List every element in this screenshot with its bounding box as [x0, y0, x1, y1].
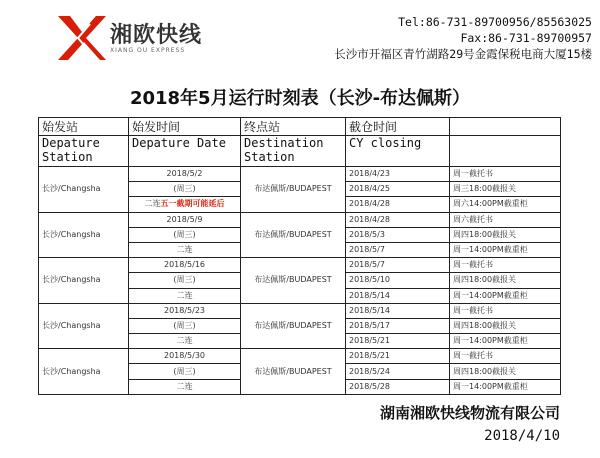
closing-note-cell: 周四18:00截报关 — [450, 227, 561, 242]
header-cy-closing-en: CY closing — [346, 136, 450, 167]
closing-note-cell: 周一截托书 — [450, 303, 561, 318]
header-blank-en — [450, 136, 561, 167]
closing-date-cell: 2018/5/10 — [346, 273, 450, 288]
closing-note-cell: 周一14:00PM截重柜 — [450, 242, 561, 257]
logo-subtitle: XIANG OU EXPRESS — [110, 47, 186, 54]
departure-text: (周三) — [173, 320, 196, 330]
departure-cell — [129, 227, 241, 242]
closing-date-cell: 2018/5/14 — [346, 288, 450, 303]
header-blank — [450, 118, 561, 136]
departure-text: (周三) — [173, 229, 196, 239]
departure-text: 2018/5/23 — [163, 305, 206, 315]
departure-text: 2018/5/9 — [166, 214, 203, 224]
closing-note-cell: 周一截托书 — [450, 349, 561, 364]
logo-mark-icon — [56, 10, 108, 66]
header-station-en: Depature Station — [39, 136, 129, 167]
closing-note-cell: 周六截托书 — [450, 212, 561, 227]
departure-text: (周三) — [173, 275, 196, 285]
closing-date-cell: 2018/4/28 — [346, 212, 450, 227]
departure-text: 2018/5/2 — [166, 169, 203, 179]
header-station: 始发站 — [39, 118, 129, 136]
table-row — [39, 349, 561, 364]
departure-cell — [129, 258, 241, 273]
table-row — [39, 303, 561, 318]
closing-note-cell: 周一14:00PM截重柜 — [450, 334, 561, 349]
header-dep-date-en: Depature Date — [129, 136, 241, 167]
schedule-table — [38, 117, 561, 395]
departure-cell — [129, 303, 241, 318]
closing-date-cell: 2018/5/7 — [346, 258, 450, 273]
closing-date-cell: 2018/5/28 — [346, 379, 450, 394]
departure-cell — [129, 318, 241, 333]
departure-cell — [129, 242, 241, 257]
departure-cell — [129, 197, 241, 212]
departure-text: 二连 — [176, 290, 193, 300]
departure-text: (周三) — [173, 184, 196, 194]
destination-cell: 布达佩斯/BUDAPEST — [241, 349, 346, 395]
logo-text: 湘欧快线 — [110, 23, 203, 48]
departure-text: (周三) — [173, 366, 196, 376]
table-row — [39, 167, 561, 182]
departure-text: 2018/5/16 — [163, 260, 206, 270]
header-row-en — [39, 136, 561, 167]
header-row-cn — [39, 118, 561, 136]
departure-cell — [129, 212, 241, 227]
closing-date-cell: 2018/5/7 — [346, 242, 450, 257]
contact-info — [334, 14, 592, 62]
departure-text: 2018/5/30 — [163, 351, 206, 361]
departure-warning: 五一截期可能延后 — [160, 199, 225, 209]
closing-date-cell: 2018/5/14 — [346, 303, 450, 318]
page-title: 2018年5月运行时刻表（长沙-布达佩斯） — [129, 88, 471, 109]
closing-note-cell: 周四18:00截报关 — [450, 273, 561, 288]
departure-cell — [129, 379, 241, 394]
destination-cell: 布达佩斯/BUDAPEST — [241, 303, 346, 349]
closing-date-cell: 2018/5/21 — [346, 349, 450, 364]
table-row — [39, 258, 561, 273]
departure-cell — [129, 167, 241, 182]
closing-date-cell: 2018/5/3 — [346, 227, 450, 242]
origin-station-cell: 长沙/Changsha — [39, 212, 129, 258]
destination-cell: 布达佩斯/BUDAPEST — [241, 167, 346, 213]
departure-cell — [129, 273, 241, 288]
footer-company: 湖南湘欧快线物流有限公司 — [379, 404, 560, 422]
header-destination: 终点站 — [241, 118, 346, 136]
departure-cell — [129, 349, 241, 364]
departure-cell — [129, 334, 241, 349]
closing-date-cell: 2018/5/17 — [346, 318, 450, 333]
footer-date: 2018/4/10 — [484, 428, 560, 444]
origin-station-cell: 长沙/Changsha — [39, 303, 129, 349]
closing-date-cell: 2018/4/28 — [346, 197, 450, 212]
closing-date-cell: 2018/4/25 — [346, 182, 450, 197]
destination-cell: 布达佩斯/BUDAPEST — [241, 258, 346, 304]
departure-text: 二连 — [176, 381, 193, 391]
closing-note-cell: 周四18:00截报关 — [450, 318, 561, 333]
schedule-body — [39, 167, 561, 395]
departure-cell — [129, 182, 241, 197]
closing-date-cell: 2018/5/24 — [346, 364, 450, 379]
company-logo — [48, 8, 228, 70]
closing-note-cell: 周一14:00PM截重柜 — [450, 379, 561, 394]
origin-station-cell: 长沙/Changsha — [39, 349, 129, 395]
departure-text: 二连 — [176, 336, 193, 346]
origin-station-cell: 长沙/Changsha — [39, 167, 129, 213]
fax-line: Fax:86-731-89700957 — [460, 31, 592, 45]
origin-station-cell: 长沙/Changsha — [39, 258, 129, 304]
departure-text: 二连 — [144, 199, 161, 209]
table-row — [39, 212, 561, 227]
tel-line: Tel:86-731-89700956/85563025 — [398, 15, 592, 29]
closing-note-cell: 周六14:00PM截重柜 — [450, 197, 561, 212]
closing-date-cell: 2018/4/23 — [346, 167, 450, 182]
header-cy-closing: 截仓时间 — [346, 118, 450, 136]
departure-text: 二连 — [176, 245, 193, 255]
departure-cell — [129, 364, 241, 379]
closing-note-cell: 周三18:00截报关 — [450, 182, 561, 197]
closing-note-cell: 周四18:00截报关 — [450, 364, 561, 379]
closing-note-cell: 周一14:00PM截重柜 — [450, 288, 561, 303]
address-line: 长沙市开福区青竹湖路29号金霞保税电商大厦15楼 — [334, 47, 592, 61]
closing-note-cell: 周一截托书 — [450, 258, 561, 273]
header-destination-en: Destination Station — [241, 136, 346, 167]
departure-cell — [129, 288, 241, 303]
header-dep-date: 始发时间 — [129, 118, 241, 136]
closing-date-cell: 2018/5/21 — [346, 334, 450, 349]
destination-cell: 布达佩斯/BUDAPEST — [241, 212, 346, 258]
closing-note-cell: 周一截托书 — [450, 167, 561, 182]
